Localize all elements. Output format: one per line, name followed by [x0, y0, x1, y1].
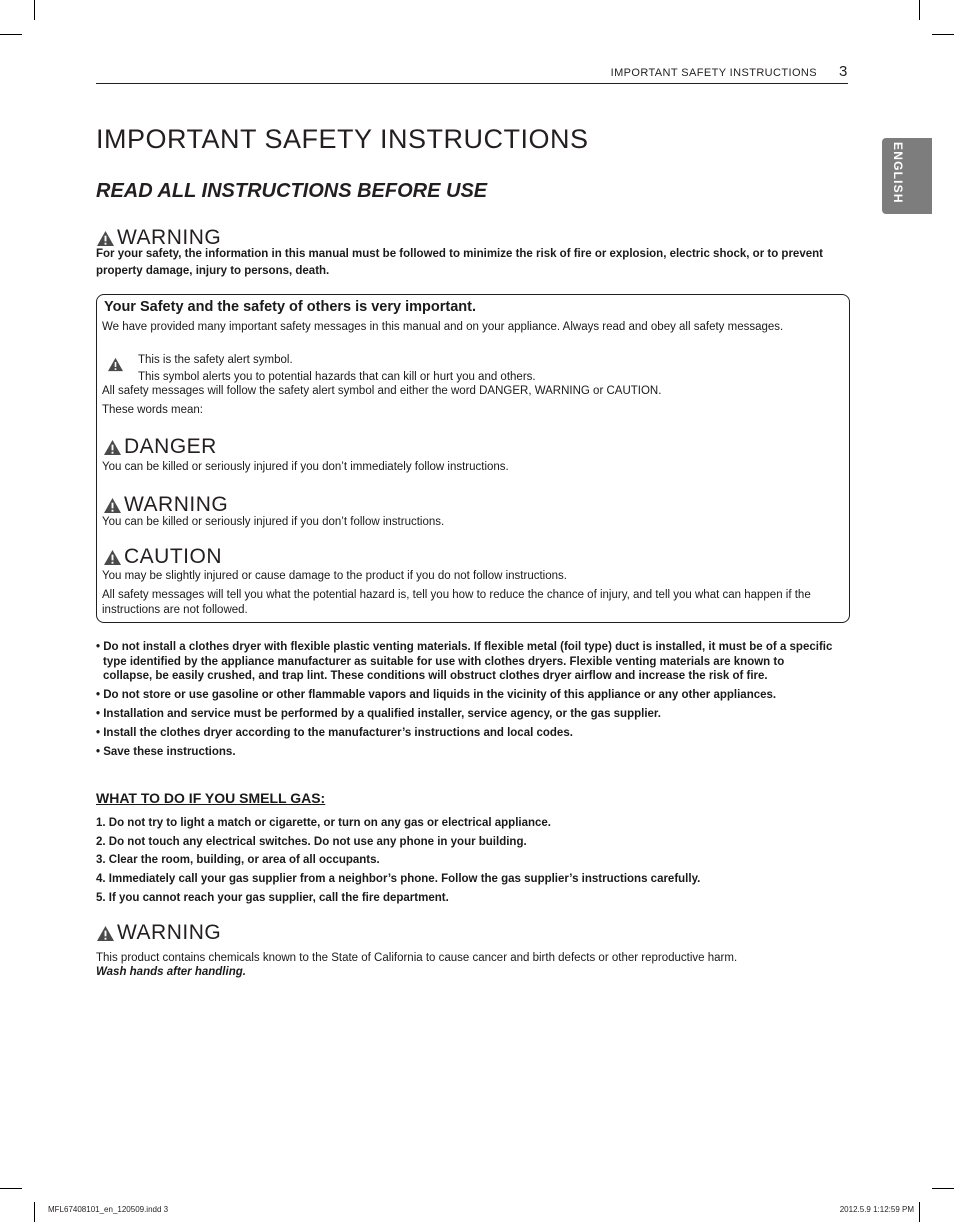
footer-timestamp: 2012.5.9 1:12:59 PM	[839, 1205, 914, 1214]
danger-label: DANGER	[124, 435, 217, 458]
crop-mark	[0, 34, 22, 35]
list-item: 5. If you cannot reach your gas supplier, call the fire department.	[96, 891, 449, 904]
header-rule	[96, 83, 848, 84]
caution-heading	[103, 545, 222, 569]
list-item: 1. Do not try to light a match or cigarette, or turn on any gas or electrical appliance.	[96, 817, 551, 829]
list-item: • Do not install a clothes dryer with flexible plastic venting materials. If flexible metal (foil type) duct is installed, it must be of a specific type identified by the appliance manufacturer as suitable for use with clothes dryers. Flexible venting materials are known to collapse, be easily crushed, and trap lint. These conditions will obstruct clothes dryer airflow and increase the risk of fire.	[96, 641, 833, 682]
list-item: • Installation and service must be performed by a qualified installer, service agency, or the gas supplier.	[96, 708, 661, 720]
language-tab	[882, 138, 932, 214]
danger-heading	[103, 435, 217, 459]
language-tab-label: ENGLISH	[891, 142, 905, 204]
list-item: 3. Clear the room, building, or area of all occupants.	[96, 854, 380, 867]
warning-triangle-icon	[103, 549, 122, 566]
gas-steps	[96, 816, 700, 909]
page-number: 3	[839, 63, 848, 80]
running-header: IMPORTANT SAFETY INSTRUCTIONS	[610, 67, 817, 79]
symbol-description: This is the safety alert symbol.	[138, 354, 293, 366]
safety-alert-symbol-icon	[107, 357, 124, 372]
caution-label: CAUTION	[124, 545, 222, 568]
symbol-explanation: This symbol alerts you to potential hazards that can kill or hurt you and others.	[138, 371, 536, 383]
warning-heading-box	[103, 493, 228, 517]
warning-heading-bottom	[96, 921, 221, 945]
page-title: IMPORTANT SAFETY INSTRUCTIONS	[96, 124, 589, 154]
list-item: 4. Immediately call your gas supplier from a neighbor’s phone. Follow the gas supplier’s instructions carefully.	[96, 873, 701, 886]
crop-mark	[932, 34, 954, 35]
prop65-emphasis: Wash hands after handling.	[96, 966, 246, 978]
words-mean: These words mean:	[102, 404, 203, 416]
installation-warnings	[96, 640, 836, 764]
safety-box-title: Your Safety and the safety of others is very important.	[104, 299, 476, 315]
gas-heading: WHAT TO DO IF YOU SMELL GAS:	[96, 790, 326, 806]
warning-label: WARNING	[117, 226, 222, 249]
crop-mark	[919, 0, 920, 20]
prop65-text: This product contains chemicals known to the State of California to cause cancer and birth defects or other reproductive harm.	[96, 952, 738, 964]
page-subtitle: READ ALL INSTRUCTIONS BEFORE USE	[96, 180, 488, 202]
list-item: • Install the clothes dryer according to the manufacturer’s instructions and local codes.	[96, 727, 573, 739]
safety-box-intro: We have provided many important safety messages in this manual and on your appliance. Always read and obey all safety messages.	[102, 321, 784, 333]
warning-triangle-icon	[96, 925, 115, 942]
closing-text: All safety messages will tell you what the potential hazard is, tell you how to reduce the chance of injury, and tell you what can happen if the instructions are not followed.	[102, 589, 811, 616]
caution-text: You may be slightly injured or cause damage to the product if you do not follow instructions.	[102, 570, 567, 582]
warning-triangle-icon	[96, 230, 115, 247]
follow-text: All safety messages will follow the safety alert symbol and either the word DANGER, WARNING or CAUTION.	[102, 385, 662, 397]
list-item: 2. Do not touch any electrical switches. Do not use any phone in your building.	[96, 835, 527, 848]
safety-messages-box	[96, 294, 850, 623]
crop-mark	[0, 1188, 22, 1189]
warning-label-bottom: WARNING	[117, 921, 222, 944]
warning-text: For your safety, the information in this manual must be followed to minimize the risk of fire or explosion, electric shock, or to prevent property damage, injury to persons, death.	[96, 248, 823, 277]
crop-mark	[34, 1202, 35, 1222]
list-item: • Do not store or use gasoline or other flammable vapors and liquids in the vicinity of this appliance or any other appliances.	[96, 689, 777, 701]
crop-mark	[919, 1202, 920, 1222]
warning-triangle-icon	[103, 439, 122, 456]
crop-mark	[932, 1188, 954, 1189]
warning-triangle-icon	[103, 497, 122, 514]
list-item: • Save these instructions.	[96, 746, 236, 758]
crop-mark	[34, 0, 35, 20]
danger-text: You can be killed or seriously injured if you don’t immediately follow instructions.	[102, 461, 509, 473]
footer-file: MFL67408101_en_120509.indd 3	[48, 1205, 169, 1214]
warning-text-box: You can be killed or seriously injured if you don’t follow instructions.	[102, 516, 445, 528]
warning-label-box: WARNING	[124, 493, 229, 516]
